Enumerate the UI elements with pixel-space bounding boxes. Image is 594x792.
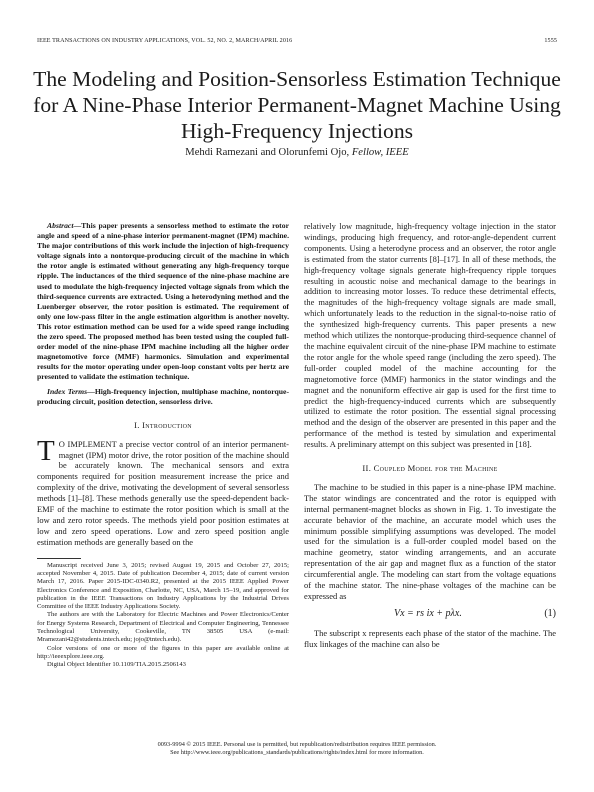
body-paragraph: The machine to be studied in this paper is a nine-phase IPM machine. The stator windings are concentrated and the rotor is equipped with internal permanent-magnet blocks as shown in Fig. 1. To investigate the accurate behavior of the machine, an accurate model which uses the minimum possible simplifying assumptions was developed. The model used for the simulation is a full-order coupled model based on the machine geometry, stator winding arrangements, and an accurate representation of the air gap and magnet flux as a function of the stator circumferential angle. The modeling can start from the voltage equations of the machine stator. The nine-phase voltages of the machine can be expressed as [304,481,556,601]
equation-body: Vx = rs ix + pλx. [394,607,462,619]
equation-1 [304,606,556,624]
body-paragraph: relatively low magnitude, high-frequency voltage injection in the stator windings, producing high frequency, and rotor-angle-dependent current components. Using a heterodyne process and an observer, the rotor angle is estimated from the stator currents [8]–[17]. In all of these methods, the high-frequency voltage signals generate high-frequency ripple torques resulting in acoustic noise and mechanical damage to the bearings in addition to increasing motor losses. To reduce these detrimental effects, the magnitudes of the high-frequency voltage signals are made small, which unfortunately leads to the reduction in the signal-to-noise ratio of the synthesized high-frequency currents. This paper presents a new method which utilizes the nontorque-producing third-sequence channel of the machine equivalent circuit of the nine-phase IPM machine to estimate the rotor angle for the whole speed range (including the zero speed). The full-order coupled model of the machine accounting for the magnetomotive force (MMF) harmonics in the stator windings and the magnet and the nonuniform effective air gap is used for the first time to predict the high-frequency-induced currents which are subsequently utilized to estimate the rotor position. The essential signal processing method and the design of the observer are presented in this paper and the performance of the method is tested by simulation and experimental results. A preliminary attempt on this subject was presented in [18]. [304,221,556,450]
intro-paragraph [37,434,289,548]
footnote-doi: Digital Object Identifier 10.1109/TIA.2015.2506143 [47,661,186,669]
copyright-notice [37,741,557,758]
section-heading-introduction [37,420,289,431]
footnote-manuscript: Manuscript received June 3, 2015; revised August 19, 2015 and October 27, 2015; accepted November 4, 2015. Date of publication December 4, 2015; date of current version March 17, 2016. Paper 2015-IDC-0340.R2, presented at the 2015 IEEE Applied Power Electronics Conference and Exposition, Charlotte, NC, USA, March 15–19, and approved for publication in the IEEE Transactions on Industry Applications by the Industrial Drives Committee of the IEEE Industry Applications Society. [37,561,289,611]
equation-number: (1) [544,607,556,619]
journal-name: IEEE TRANSACTIONS ON INDUSTRY APPLICATIONS, VOL. 52, NO. 2, MARCH/APRIL 2016 [37,38,293,44]
index-terms-text: —High-frequency injection, multiphase machine, nontorque-producing circuit, position detection, sensorless drive. [37,386,289,406]
left-column [37,221,289,670]
footnote-authors: The authors are with the Laboratory for Electric Machines and Power Electronics/Center for Energy Systems Research, Department of Electrical and Computer Engineering, Tennessee Technological University, Cookeville, TN 38505 USA (e-mail: Mramezani42@students.tntech.edu; jojo@tntech.edu). [37,611,289,644]
running-header [37,38,557,48]
section-heading-coupled-model [304,463,556,474]
abstract-text: —This paper presents a sensorless method to estimate the rotor angle and speed of a nine-phase interior permanent-magnet (IPM) machine. The major contributions of this work include the injection of high-frequency voltage signals into a nontorque-producing circuit of the machine in which the rotor angle is estimated without generating any high-frequency torque ripple. The inductances of the third sequence of the nine-phase machine are used to modulate the high-frequency injected voltage signals from which the third-sequence currents are extracted. Using a heterodyning method and the Luenberger observer, the rotor position is estimated. The requirement of only one low-pass filter in the angle estimation algorithm is another novelty. This rotor estimation method can be used for a wide speed range including the zero speed. The proposed method has been tested using the coupled full-order model of the nine-phase IPM machine including all the higher order magnetomotive force (MMF) harmonics. Simulation and experimental results for the motor operating under open-loop constant volts per hertz are presented to validate the estimation technique. [37,221,289,382]
abstract-label: Abstract [47,221,74,230]
index-terms-label: Index Terms [47,386,88,396]
author-names: Mehdi Ramezani and Olorunfemi Ojo, [185,147,350,158]
body-paragraph: The subscript x represents each phase of the stator of the machine. The flux linkages of the machine can also be [304,627,556,649]
footnote-color: Color versions of one or more of the figures in this paper are available online at http://ieeexplore.ieee.org. [37,644,289,660]
footnote-divider [37,558,81,559]
index-terms [37,387,289,407]
rights-url-line: See http://www.ieee.org/publications_standards/publications/rights/index.html for more information. [170,749,424,757]
section-number: II. [362,463,372,474]
author-line [30,147,564,158]
section-number: I. [134,419,140,430]
title-block [30,66,564,158]
abstract [37,221,289,383]
intro-text: O IMPLEMENT a precise vector control of an interior permanent-magnet (IPM) motor drive, the rotor position of the machine should be accurately known. The mechanical sensors and extra components required for position measurement increase the price and complexity of the drive, motivating the development of several sensorless methods [1]–[8]. These methods generally use the speed-dependent back-EMF of the machine to estimate the rotor position which is small at the low and zero rotor speeds. The methods yield poor position estimates at low and zero speed operations. Low and zero speed position angle estimation methods are generally based on the [37,438,289,547]
page-number: 1555 [544,38,557,44]
right-column [304,221,556,650]
drop-cap: T [37,434,55,467]
section-title: Introduction [142,419,192,430]
paper-title: The Modeling and Position-Sensorless Estimation Technique for A Nine-Phase Interior Permanent-Magnet Machine Using High-Frequency Injections [33,67,561,143]
author-fellow: Fellow, IEEE [351,147,409,158]
section-title: Coupled Model for the Machine [373,463,498,474]
copyright-line: 0093-9994 © 2015 IEEE. Personal use is permitted, but republication/redistribution requires IEEE permission. [157,741,437,748]
